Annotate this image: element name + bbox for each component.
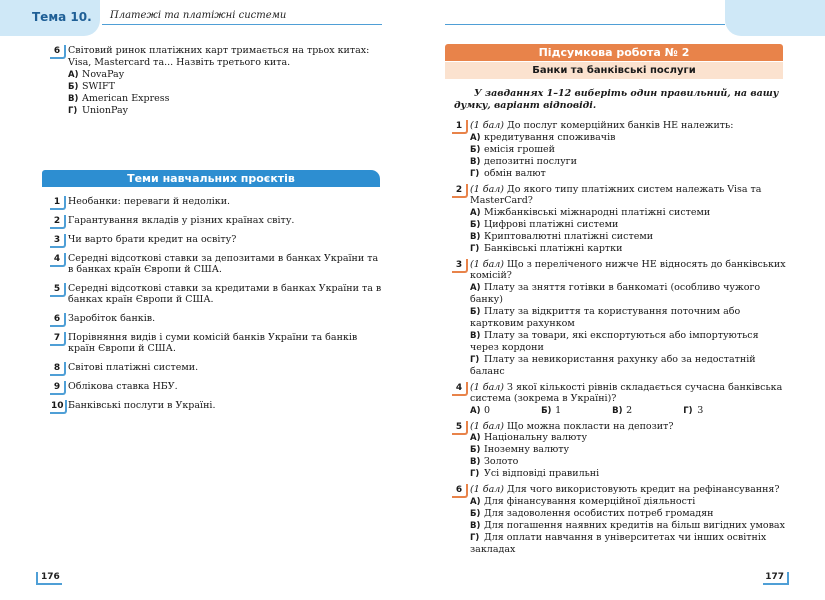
question-item: 5 (1 бал) Що можна покласти на депозит? А) Національну валюту Б) Іноземну валюту В) Золото Г) Усі відповіді правильні — [452, 421, 787, 481]
question-text: Світовий ринок платіжних карт тримається на трьох китах: Visa, Mastercard та... Назвіть третього кита. — [68, 45, 370, 68]
option-c: В) депозитні послуги — [470, 155, 577, 167]
option-a: А) Національну валюту — [470, 432, 588, 443]
option-d: Г) Банківські платіжні картки — [470, 242, 623, 254]
option-a: А) NovaPay — [68, 69, 125, 80]
question-item: 1 (1 бал) До послуг комерційних банків НЕ належить: А) кредитування споживачів Б) емісія грошей В) депозитні послуги Г) обмін валют — [452, 120, 787, 180]
question-6 — [50, 45, 390, 117]
page-number-right: 177 — [763, 572, 789, 585]
option-d: Г) 3 — [683, 404, 704, 416]
work-title-banner: Підсумкова робота № 2 — [445, 44, 783, 61]
option-c: В) 2 — [612, 404, 633, 416]
option-b: Б) Цифрові платіжні системи — [470, 218, 619, 230]
list-item: 10 Банківські послуги в Україні. — [50, 400, 385, 411]
list-item: 2 Гарантування вкладів у різних країнах світу. — [50, 215, 385, 226]
option-d: Г) Усі відповіді правильні — [470, 468, 600, 479]
option-a: А) 0 — [470, 404, 491, 416]
option-a: А) кредитування споживачів — [470, 131, 616, 143]
question-item: 4 (1 бал) З якої кількості рівнів складається сучасна банківська система (зокрема в Україні)? А) 0 Б) 1 В) 2 Г) 3 — [452, 382, 787, 417]
option-d: Г) Плату за невикористання рахунку або за недостатній баланс — [470, 353, 756, 377]
option-a: А) Плату за зняття готівки в банкоматі (особливо чужого банку) — [470, 281, 761, 305]
option-d: Г) UnionPay — [68, 105, 128, 116]
option-c: В) Золото — [470, 456, 519, 467]
projects-banner: Теми навчальних проєктів — [42, 170, 380, 187]
list-item: 4 Середні відсоткові ставки за депозитами в банках України та в банках країн Європи й США. — [50, 253, 385, 275]
theme-tab — [0, 0, 100, 36]
list-item: 7 Порівняння видів і суми комісій банків України та банків країн Європи й США. — [50, 332, 385, 354]
list-item: 5 Середні відсоткові ставки за кредитами в банках України та в банках країн Європи й США. — [50, 283, 385, 305]
option-c: В) Криптовалютні платіжні системи — [470, 230, 654, 242]
questions-list — [452, 120, 787, 560]
option-b: Б) 1 — [541, 404, 562, 416]
theme-label: Тема 10. — [32, 10, 92, 24]
inline-options — [470, 405, 787, 417]
question-item: 3 (1 бал) Що з переліченого нижче НЕ відносять до банківських комісій? А) Плату за зняття готівки в банкоматі (особливо чужого банку) Б) Плату за відкриття та користування поточним або картковим рахунком В) Плату за товари, які експортуються або імпортуються через кордони Г) Плату за невикористання рахунку або за недостатній баланс — [452, 259, 787, 378]
theme-title: Платежі та платіжні системи — [110, 10, 287, 21]
option-b: Б) Для задоволення особистих потреб громадян — [470, 507, 714, 519]
option-c: В) American Express — [68, 93, 170, 104]
option-a: А) Міжбанківські міжнародні платіжні системи — [470, 206, 711, 218]
option-c: В) Плату за товари, які експортуються або імпортуються через кордони — [470, 329, 759, 353]
list-item: 8 Світові платіжні системи. — [50, 362, 385, 373]
question-item: 6 (1 бал) Для чого використовують кредит на рефінансування? А) Для фінансування комерційної діяльності Б) Для задоволення особистих потреб громадян В) Для погашення наявних кредитів на більш вигідних умовах Г) Для оплати навчання в університетах чи інших освітніх закладах — [452, 484, 787, 556]
option-b: Б) Іноземну валюту — [470, 444, 570, 455]
question-item: 2 (1 бал) До якого типу платіжних систем належать Visa та MasterCard? А) Міжбанківські міжнародні платіжні системи Б) Цифрові платіжні системи В) Криптовалютні платіжні системи Г) Банківські платіжні картки — [452, 184, 787, 255]
header-divider — [102, 24, 382, 25]
list-item: 3 Чи варто брати кредит на освіту? — [50, 234, 385, 245]
option-d: Г) обмін валют — [470, 167, 546, 179]
list-item: 1 Необанки: переваги й недоліки. — [50, 196, 385, 207]
corner-tab — [725, 0, 825, 36]
projects-list — [50, 196, 385, 419]
list-item: 6 Заробіток банків. — [50, 313, 385, 324]
right-page — [412, 0, 825, 600]
option-a: А) Для фінансування комерційної діяльності — [470, 495, 696, 507]
left-page — [0, 0, 412, 600]
work-subtitle-banner: Банки та банківські послуги — [445, 62, 783, 79]
option-b: Б) емісія грошей — [470, 143, 555, 155]
option-b: Б) Плату за відкриття та користування поточним або картковим рахунком — [470, 305, 741, 329]
option-d: Г) Для оплати навчання в університетах чи інших освітніх закладах — [470, 531, 767, 555]
page-number-left: 176 — [36, 572, 62, 585]
question-number: 6 — [50, 45, 66, 59]
option-b: Б) SWIFT — [68, 81, 115, 92]
option-c: В) Для погашення наявних кредитів на більш вигідних умовах — [470, 519, 785, 531]
header-divider — [445, 24, 725, 25]
list-item: 9 Облікова ставка НБУ. — [50, 381, 385, 392]
work-intro: У завданнях 1–12 виберіть один правильний, на вашу думку, варіант відповіді. — [454, 88, 779, 111]
